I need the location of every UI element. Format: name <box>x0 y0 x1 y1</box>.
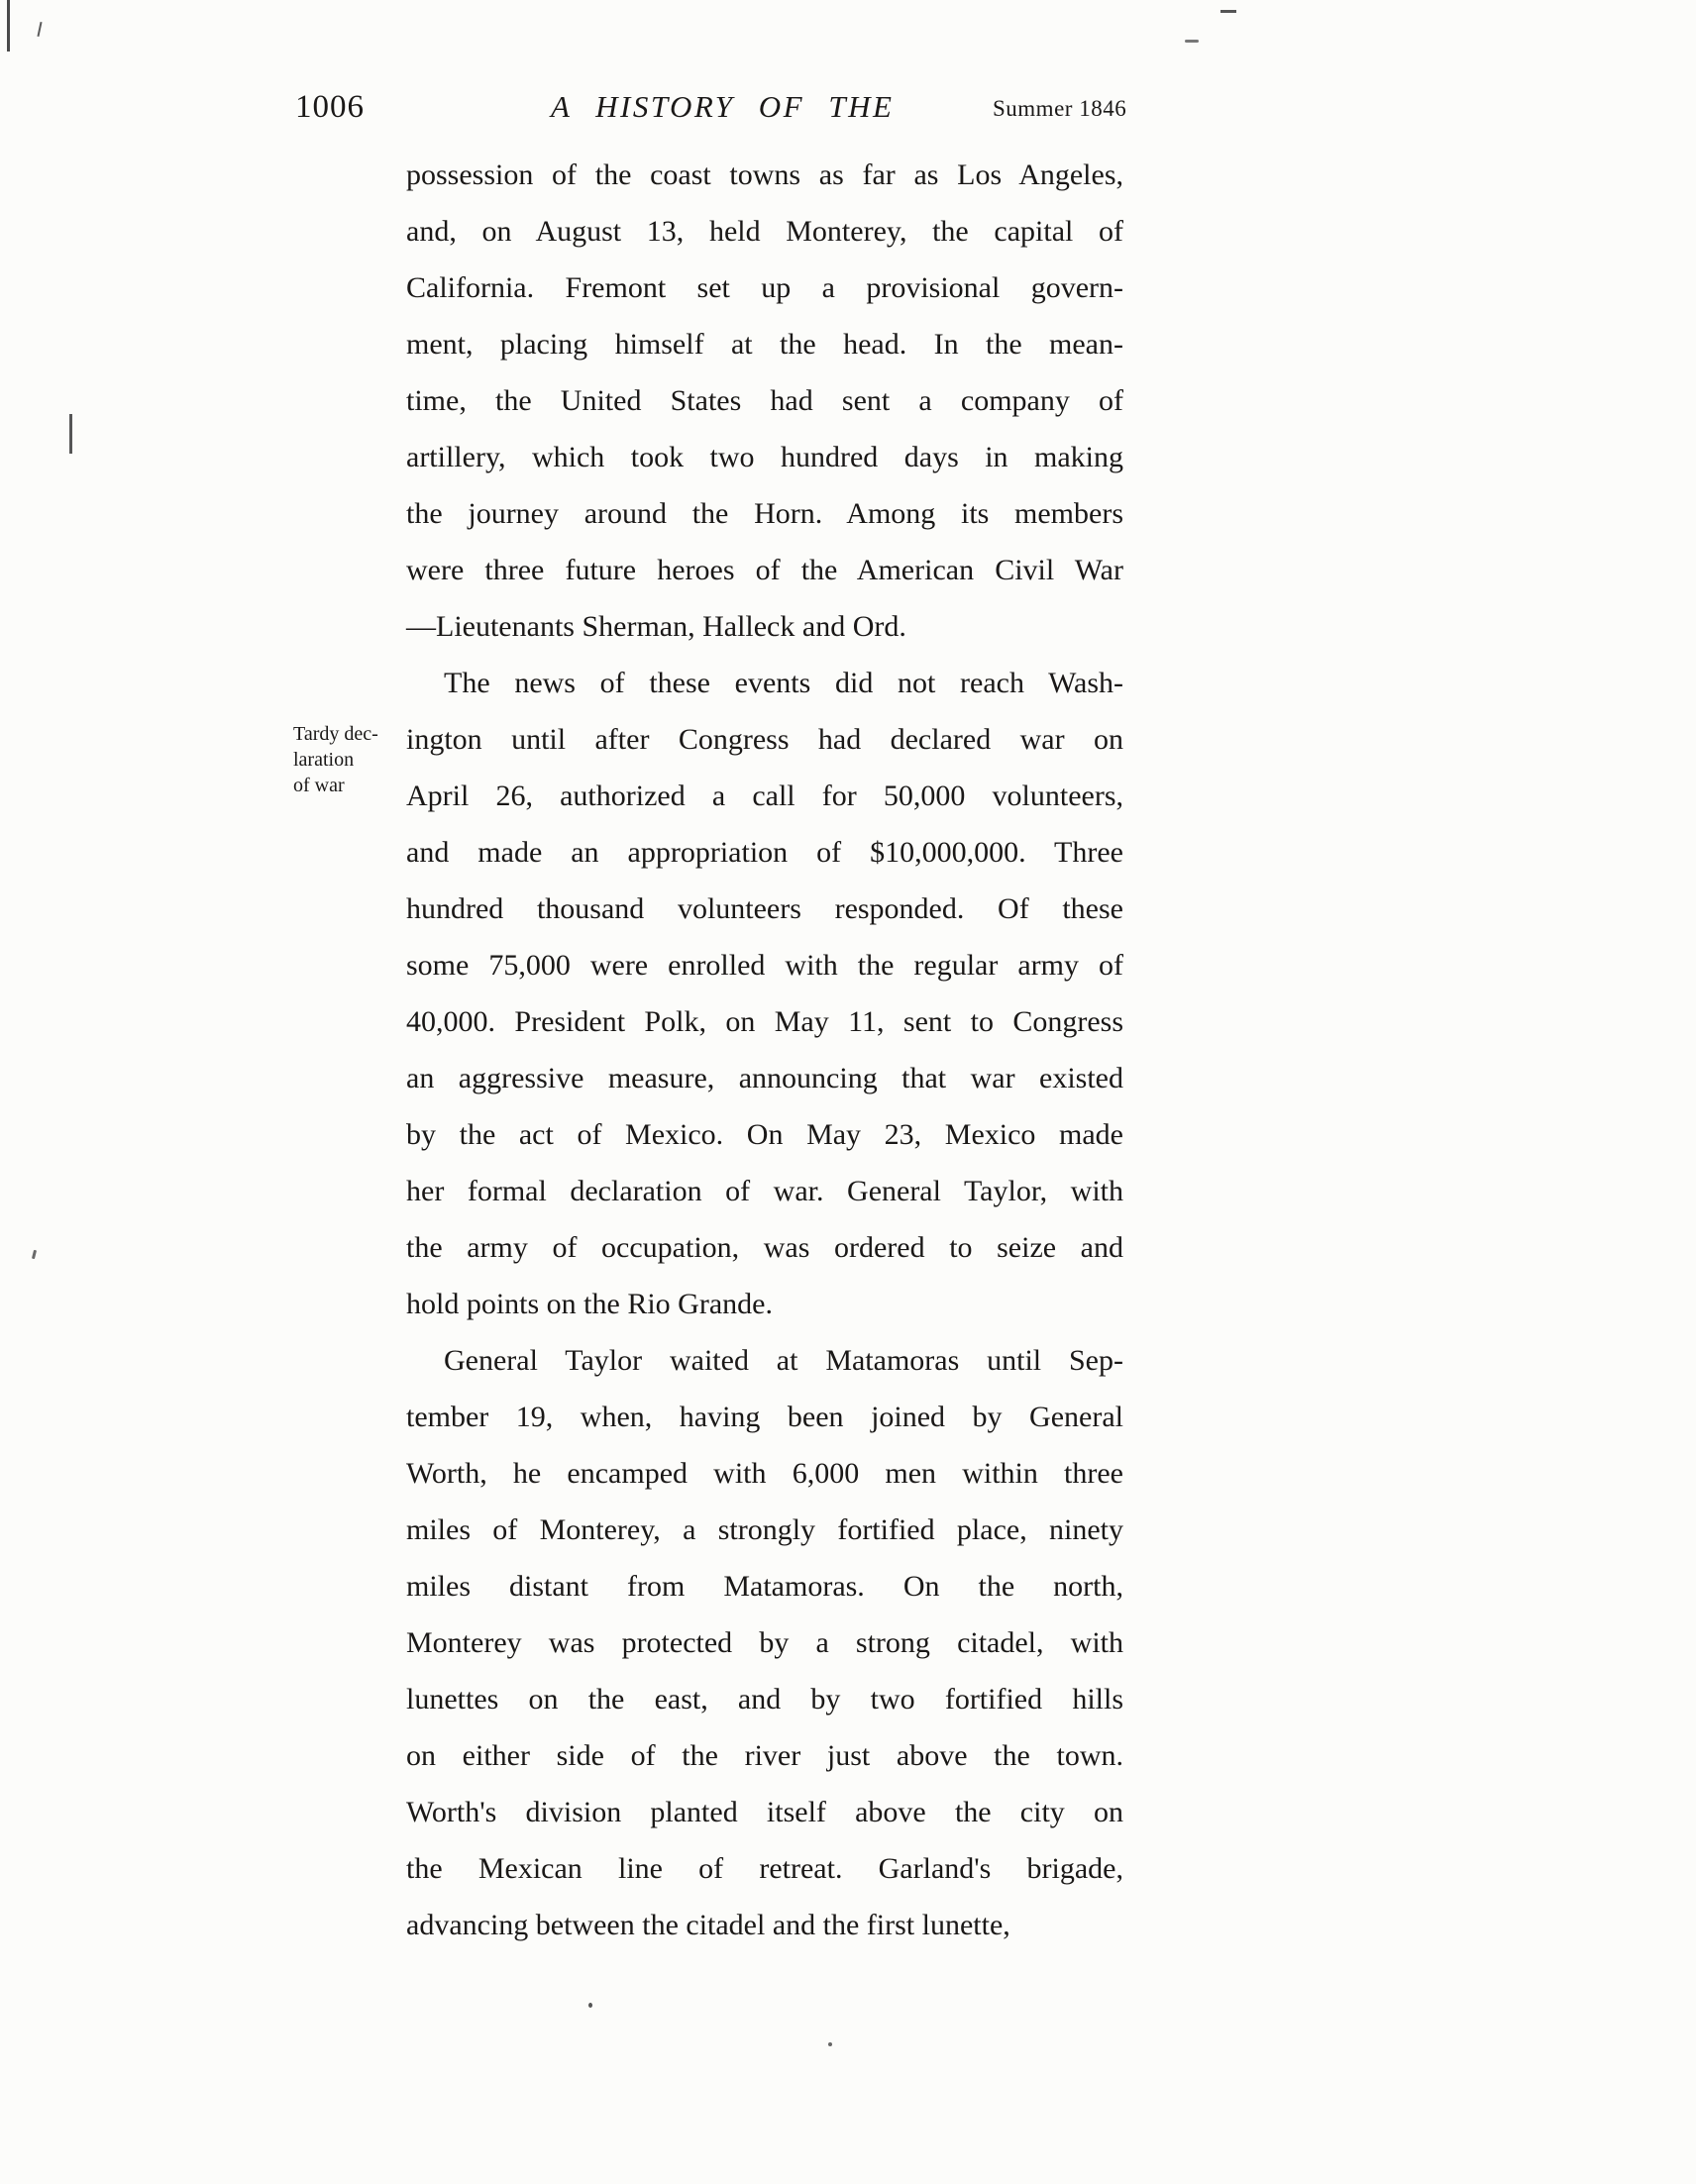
text-line: her formal declaration of war. General Taylor, with <box>406 1175 1123 1207</box>
text-line: were three future heroes of the American Civil War <box>406 554 1123 586</box>
scan-artifact <box>37 22 42 37</box>
text-line: and made an appropriation of $10,000,000. Three <box>406 836 1123 869</box>
text-line: the army of occupation, was ordered to seize and <box>406 1231 1123 1264</box>
margin-note-line: laration <box>293 749 355 771</box>
margin-note-line: Tardy dec- <box>293 723 378 745</box>
page-number: 1006 <box>295 89 365 125</box>
text-line: tember 19, when, having been joined by General <box>406 1401 1123 1433</box>
text-line: ment, placing himself at the head. In the mean- <box>406 328 1123 361</box>
margin-note-line: of war <box>293 775 345 796</box>
running-title: A HISTORY OF THE <box>551 89 895 124</box>
text-line: the journey around the Horn. Among its members <box>406 497 1123 530</box>
scan-artifact <box>1220 10 1236 13</box>
scan-artifact <box>828 2042 832 2046</box>
text-line: Monterey was protected by a strong citadel, with <box>406 1626 1123 1659</box>
text-line: —Lieutenants Sherman, Halleck and Ord. <box>406 610 906 643</box>
text-line: hundred thousand volunteers responded. Of these <box>406 892 1123 925</box>
text-line: by the act of Mexico. On May 23, Mexico made <box>406 1118 1123 1151</box>
text-line: The news of these events did not reach Wash- <box>444 667 1123 699</box>
body-text <box>406 147 1123 1953</box>
text-line: Worth, he encamped with 6,000 men within three <box>406 1457 1123 1490</box>
text-line: Worth's division planted itself above the city on <box>406 1796 1123 1828</box>
paragraph <box>406 147 1123 655</box>
margin-note <box>293 721 406 798</box>
text-line: General Taylor waited at Matamoras until Sep- <box>444 1344 1123 1377</box>
text-line: some 75,000 were enrolled with the regular army of <box>406 949 1123 982</box>
text-line: miles distant from Matamoras. On the north, <box>406 1570 1123 1603</box>
text-line: possession of the coast towns as far as Los Angeles, <box>406 158 1123 191</box>
paragraph <box>406 655 1123 1332</box>
paragraph <box>406 1332 1123 1953</box>
text-line: time, the United States had sent a company of <box>406 384 1123 417</box>
scan-artifact <box>588 2003 592 2008</box>
text-line: April 26, authorized a call for 50,000 volunteers, <box>406 780 1123 812</box>
text-line: California. Fremont set up a provisional govern- <box>406 271 1123 304</box>
text-line: an aggressive measure, announcing that war existed <box>406 1062 1123 1094</box>
text-line: and, on August 13, held Monterey, the capital of <box>406 215 1123 248</box>
text-line: lunettes on the east, and by two fortified hills <box>406 1683 1123 1716</box>
text-line: the Mexican line of retreat. Garland's brigade, <box>406 1852 1123 1885</box>
scan-artifact <box>7 0 10 52</box>
scan-artifact <box>1185 40 1199 43</box>
text-line: advancing between the citadel and the first lunette, <box>406 1909 1010 1941</box>
scan-artifact <box>69 414 72 454</box>
header-date: Summer 1846 <box>993 96 1127 121</box>
text-line: artillery, which took two hundred days in making <box>406 441 1123 473</box>
text-line: miles of Monterey, a strongly fortified place, ninety <box>406 1513 1123 1546</box>
text-line: on either side of the river just above the town. <box>406 1739 1123 1772</box>
scan-artifact <box>32 1250 37 1259</box>
text-line: ington until after Congress had declared war on <box>406 723 1123 756</box>
text-line: 40,000. President Polk, on May 11, sent to Congress <box>406 1005 1123 1038</box>
text-line: hold points on the Rio Grande. <box>406 1288 773 1320</box>
